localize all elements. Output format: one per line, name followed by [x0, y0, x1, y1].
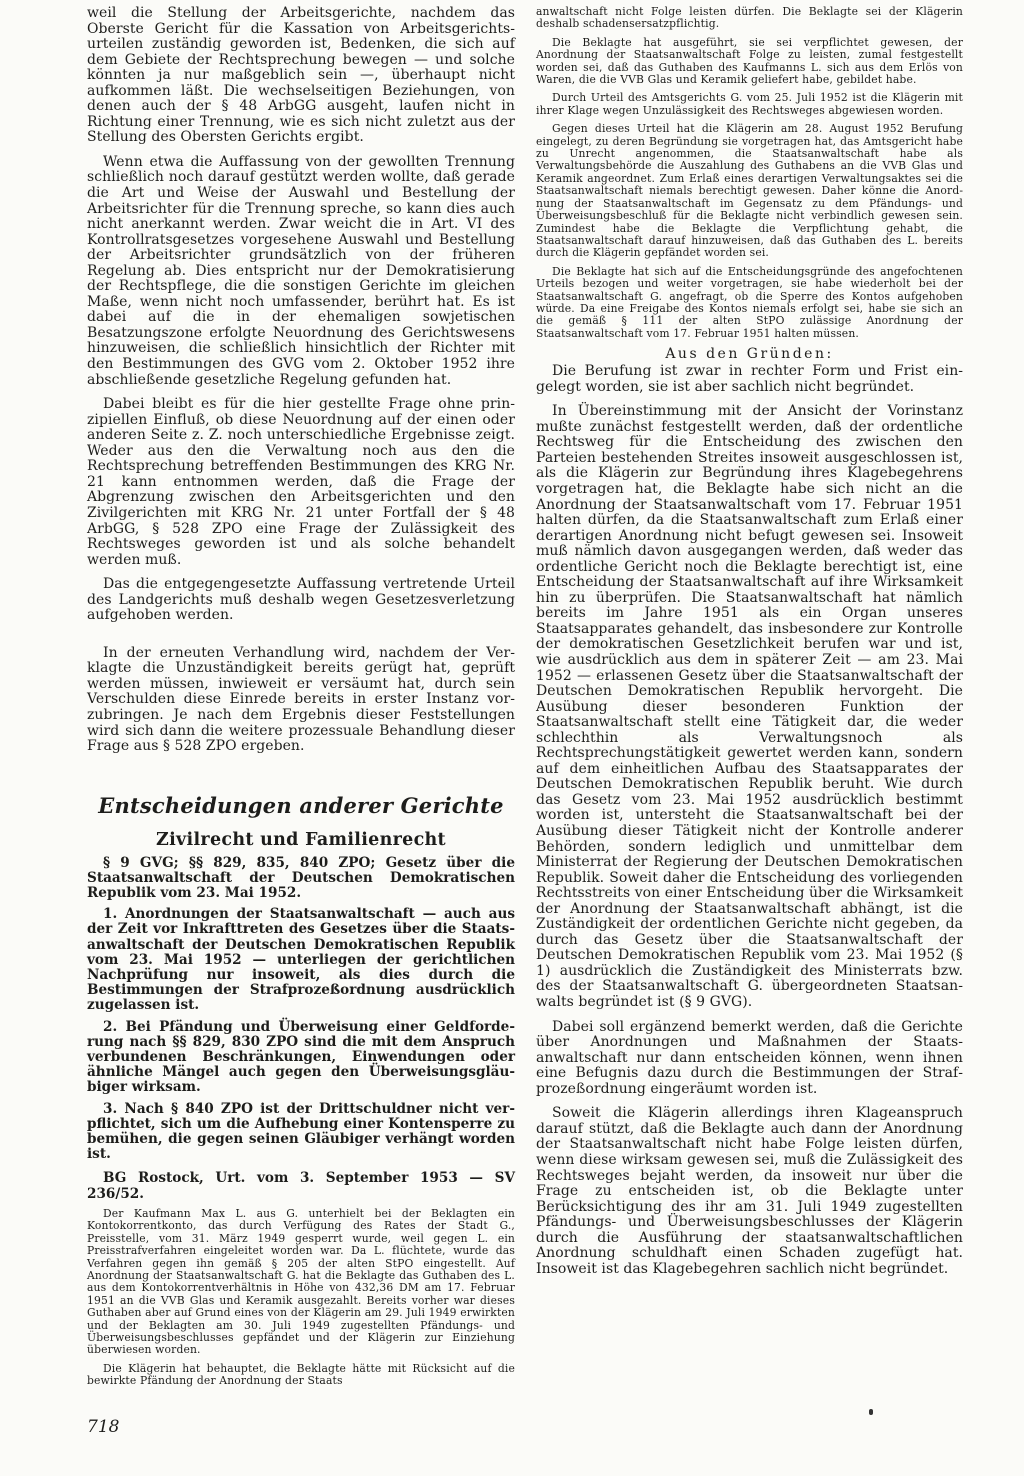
page-number: 718: [87, 1417, 120, 1437]
section-subtitle: Zivilrecht und Familienrecht: [156, 829, 446, 850]
right-column: [536, 6, 963, 1277]
body-paragraph: In Übereinstimmung mit der Ansicht der Vorinstanz mußte zunächst festgestellt werden, daß der ordentliche Rechtsweg für die Entscheidung des zwischen den Parteien bestehenden Streites insoweit ausgeschlossen ist, als die Klägerin zur Begründung ihres Klagebegehrens vorgetragen hat, die Beklagte habe sich nicht an die Anordnung der Staatsanwaltschaft vom 17. Februar 1951 halten dürfen, da die Staatsanwaltschaft zum Erlaß einer derartigen Anordnung nicht befugt gewesen sei. Insoweit muß nämlich davon ausgegangen werden, daß weder das ordentliche Gericht noch die Beklagte berechtigt ist, eine Entscheidung der Staatsanwaltschaft auf ihre Wirksamkeit hin zu überprüfen. Die Staatsanwaltschaft hat nämlich bereits im Jahre 1951 als ein Organ unseres Staatsapparates gehandelt, das insbesondere zur Kontrolle der demokratischen Gesetzlichkeit berufen war und ist, wie ausdrücklich aus dem in späterer Zeit — am 23. Mai 1952 — erlassenen Gesetz über die Staatsanwaltschaft der Deutschen Demokratischen Republik hervorgeht. Die Ausübung dieser besonderen Funktion der Staatsanwaltschaft stellt eine Tätigkeit dar, die weder schlechthin als Verwaltungsnoch als Rechtsprechungstätigkeit gewertet werden kann, sondern auf dem einheitlichen Aufbau des Staatsapparates der Deutschen Demokratischen Republik beruht. Wie durch das Gesetz vom 23. Mai 1952 ausdrücklich bestimmt worden ist, untersteht die Staatsanwaltschaft bei der Ausübung dieser Tätigkeit nicht der Kontrolle anderer Behörden, sondern lediglich und unmittelbar dem Ministerrat der Regierung der Deutschen Demokratischen Republik. Soweit daher die Entscheidung des vorliegenden Rechtsstreits von einer Entscheidung über die Wirksamkeit der Anordnung der Staatsanwaltschaft abhängt, ist die Zuständigkeit der ordentlichen Gerichte nicht gegeben, da durch das Gesetz über die Staatsanwaltschaft der Deutschen Demokratischen Republik vom 23. Mai 1952 (§ 1) ausdrücklich die Zuständigkeit des Ministerrats bzw. des der Staatsanwaltschaft G. übergeordneten Staatsanwalts begründet ist (§ 9 GVG).: [536, 403, 964, 1011]
facts-paragraph: Durch Urteil des Amtsgerichts G. vom 25. Juli 1952 ist die Klägerin mit ihrer Klage wegen Unzulässigkeit des Rechtsweges abgewiesen worden.: [536, 91, 963, 117]
body-paragraph: Soweit die Klägerin allerdings ihren Klageanspruch darauf stützt, daß die Beklagte auch dann der Anordnung der Staatsanwaltschaft nicht habe Folge leisten dürfen, wenn diese wirksam gewesen sei, muß die Zulässigkeit des Rechtsweges bejaht werden, da insoweit nur über die Frage zu entscheiden ist, ob die Beklagte unter Berücksichtigung des ihr am 31. Juli 1949 zugestellten Pfändungs- und Überweisungsbeschlusses der Klägerin durch die Ausführung der staatsanwaltschaftlichen Anordnung schuldhaft einen Schaden zugefügt hat. Insoweit ist das Klagebegehren sachlich nicht begründet.: [536, 1105, 963, 1277]
body-paragraph: Dabei bleibt es für die hier gestellte Frage ohne prinzipiellen Einfluß, ob diese Neuordnung auf der einen oder anderen Seite z. Z. noch unterschiedliche Ergebnisse zeigt. Weder aus den die Verwaltung noch aus den die Rechtsprechung betreffenden Bestimmungen des KRG Nr. 21 kann entnommen werden, daß die Frage der Abgrenzung zwischen den Arbeitsgerichten und den Zivilgerichten mit KRG Nr. 21 unter Fortfall der § 48 ArbGG, § 528 ZPO eine Frage der Zulässigkeit des Rechtsweges geworden ist und als solche behandelt werden muß.: [87, 396, 515, 568]
body-paragraph: In der erneuten Verhandlung wird, nachdem der Verklagte die Unzuständigkeit bereits gerügt hat, geprüft werden müssen, inwieweit er versäumt hat, durch sein Verschulden diese Einrede bereits in erster Instanz vorzubringen. Je nach dem Ergebnis dieser Feststellungen wird sich dann die weitere prozessuale Behandlung dieser Frage aus § 528 ZPO ergeben.: [87, 644, 515, 755]
body-paragraph: Wenn etwa die Auffassung von der gewollten Trennung schließlich noch darauf gestützt werden wollte, daß gerade die Art und Weise der Auswahl und Bestellung der Arbeitsrichter für die Trennung spreche, so kann dies auch nicht anerkannt werden. Zwar weicht die in Art. VI des Kontrollratsgesetzes vorgesehene Auswahl und Bestellung der Arbeitsrichter grundsätzlich von der früheren Regelung ab. Dies entspricht nur der Demokratisierung der Rechtspflege, die die sonstigen Gerichte im gleichen Maße, wenn nicht noch umfassender, berührt hat. Es ist dabei auf die in der ehemaligen sowjetischen Besatzungszone erfolgte Neuordnung des Gerichtswesens hinzuweisen, die schließlich hinsichtlich der Richter mit den Bestimmungen des GVG vom 2. Oktober 1952 ihre abschließende gesetzliche Regelung gefunden hat.: [87, 153, 515, 388]
body-paragraph: Das die entgegengesetzte Auffassung vertretende Urteil des Landgerichts muß deshalb wegen Gesetzesverletzung aufgehoben werden.: [87, 576, 515, 624]
facts-paragraph: Gegen dieses Urteil hat die Klägerin am 28. August 1952 Berufung eingelegt, zu deren Begründung sie vorgetragen hat, das Amtsgericht habe zu Unrecht angenommen, die Staatsanwaltschaft habe als Verwaltungsbehörde die Auszahlung des Guthabens an die VVB Glas und Keramik angeordnet. Zum Erlaß eines derartigen Verwaltungsaktes sei die Staatsanwaltschaft niemals berechtigt gewesen. Daher könne die Anordnung der Staatsanwaltschaft im Gegensatz zu dem Pfändungs- und Überweisungsbeschluß für die Beklagte nicht verbindlich gewesen sein. Zumindest habe die Beklagte die Verpflichtung gehabt, die Staatsanwaltschaft darauf hinzuweisen, daß das Guthaben des L. bereits durch die Klägerin gepfändet worden sei.: [536, 122, 963, 260]
headnote-2: 2. Bei Pfändung und Überweisung einer Geldforderung nach §§ 829, 830 ZPO sind die mit dem Anspruch verbundenen Beschränkungen, Einwendungen oder ähnliche Mängel auch gegen den Überweisungsgläubiger wirksam.: [87, 1018, 515, 1096]
court-citation: BG Rostock, Urt. vom 3. September 1953 — SV 236/52.: [87, 1170, 515, 1202]
headnote-3: 3. Nach § 840 ZPO ist der Drittschuldner nicht verpflichtet, sich um die Aufhebung einer Kontensperre zu bemühen, die gegen seinen Gläubiger verhängt worden ist.: [87, 1100, 515, 1163]
ink-speck: [869, 1409, 873, 1415]
facts-paragraph: Die Beklagte hat ausgeführt, sie sei verpflichtet gewesen, der Anordnung der Staatsanwaltschaft Folge zu leisten, zumal festgestellt worden sei, daß das Guthaben des Kaufmanns L. sich aus dem Erlös von Waren, die die VVB Glas und Keramik geliefert habe, gebildet habe.: [536, 35, 963, 87]
body-paragraph: weil die Stellung der Arbeitsgerichte, nachdem das Oberste Gericht für die Kassation von Arbeitsgerichtsurteilen zuständig geworden ist, Bedenken, die sich auf dem Gebiete der Rechtsprechung bewegen — und solche könnten ja nur maßgeblich sein —, überhaupt nicht aufkommen läßt. Die wechselseitigen Beziehungen, von denen auch der § 48 ArbGG ausgeht, laufen nicht in Richtung einer Trennung, wie es sich nicht zuletzt aus der Stellung des Obersten Gerichts ergibt.: [87, 5, 515, 146]
law-reference: § 9 GVG; §§ 829, 835, 840 ZPO; Gesetz über die Staatsanwaltschaft der Deutschen Demokratischen Republik vom 23. Mai 1952.: [87, 854, 515, 902]
left-column: [87, 6, 515, 1388]
body-paragraph: Die Berufung ist zwar in rechter Form und Frist eingelegt worden, sie ist aber sachlich nicht begründet.: [536, 363, 963, 395]
body-paragraph: Dabei soll ergänzend bemerkt werden, daß die Gerichte über Anordnungen und Maßnahmen der Staatsanwaltschaft nur dann entscheiden können, wenn ihnen eine Befugnis dazu durch die Bestimmungen der Strafprozeßordnung eingeräumt worden ist.: [536, 1018, 963, 1097]
facts-paragraph: Die Klägerin hat behauptet, die Beklagte hätte mit Rücksicht auf die bewirkte Pfändung der Anordnung der Staats: [87, 1361, 515, 1388]
facts-paragraph: Der Kaufmann Max L. aus G. unterhielt bei der Beklagten ein Kontokorrentkonto, das durch Verfügung des Rates der Stadt G., Preisstelle, vom 31. März 1949 gesperrt wurde, weil gegen L. ein Preisstrafverfahren eingeleitet worden war. Da L. flüchtete, wurde das Verfahren gegen ihn gemäß § 205 der alten StPO eingestellt. Auf Anordnung der Staatsanwaltschaft G. hat die Beklagte das Guthaben des L. aus dem Kontokorrentverhältnis in Höhe von 432,36 DM am 17. Februar 1951 an die VVB Glas und Keramik ausgezahlt. Bereits vorher war dieses Guthaben aber auf Grund eines von der Klägerin am 29. Juli 1949 erwirkten und der Beklagten am 30. Juli 1949 zugestellten Pfändungs- und Überweisungsbeschlusses gepfändet und der Klägerin zur Einziehung überwiesen worden.: [87, 1206, 515, 1357]
headnote-1: 1. Anordnungen der Staatsanwaltschaft — auch aus der Zeit vor Inkrafttreten des Gesetzes über die Staatsanwaltschaft der Deutschen Demokratischen Republik vom 23. Mai 1952 — unterliegen der gerichtlichen Nachprüfung nur insoweit, als dies durch die Bestimmungen der Strafprozeßordnung ausdrücklich zugelassen ist.: [87, 906, 515, 1014]
section-title: Entscheidungen anderer Gerichte: [98, 792, 504, 818]
reasons-heading: Aus den Gründen:: [665, 346, 834, 363]
facts-paragraph: anwaltschaft nicht Folge leisten dürfen. Die Beklagte sei der Klägerin deshalb schadensersatzpflichtig.: [536, 5, 963, 31]
facts-paragraph: Die Beklagte hat sich auf die Entscheidungsgründe des angefochtenen Urteils bezogen und weiter vorgetragen, sie habe wiederholt bei der Staatsanwaltschaft G. angefragt, ob die Sperre des Kontos aufgehoben würde. Da eine Freigabe des Kontos niemals erfolgt sei, habe sie sich an die gemäß § 111 der alten StPO zulässige Anordnung der Staatsanwaltschaft vom 17. Februar 1951 halten müssen.: [536, 264, 963, 340]
